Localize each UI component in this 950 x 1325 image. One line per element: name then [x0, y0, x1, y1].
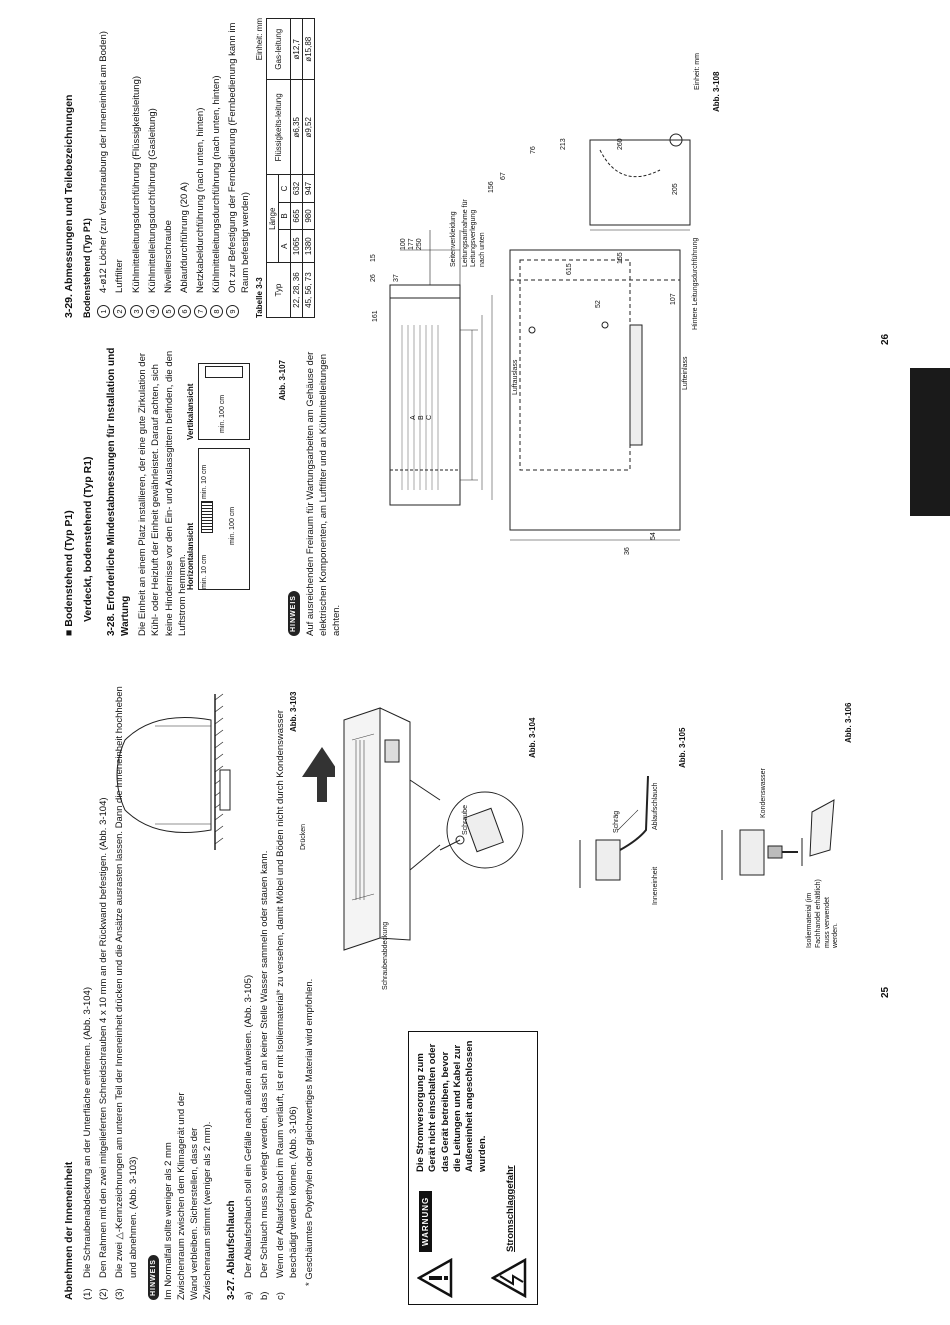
- label-dim-67: 67: [500, 172, 507, 180]
- vertical-view-box: [198, 363, 250, 440]
- electric-hazard-icon: [491, 1258, 527, 1298]
- label-slope: Schräg: [613, 810, 620, 833]
- list-item: 7 Netzkabeldurchführung (nach unten, hinten): [194, 18, 207, 318]
- space-hinweis: [286, 336, 343, 636]
- table-row: 22, 28, 36 1065 665 632 ø6,35 ø12,7: [291, 19, 303, 318]
- warning-box: [408, 1031, 538, 1305]
- horizontal-view-label: Horizontalansicht: [186, 522, 195, 590]
- label-dim-A: A: [410, 415, 417, 420]
- label-insulation: Isoliermaterial (im Fachhandel erhältlich) muss verwendet werden.: [806, 879, 840, 948]
- list-item: 4 Kühlmittelleitungsdurchführung (Gasleitung): [146, 18, 159, 318]
- chapter-tab: [910, 368, 950, 516]
- list-item: 9 Ort zur Befestigung der Fernbedienung (Fernbedienung kann im Raum befestigt werden): [226, 18, 252, 318]
- min-100-horizontal: min. 100 cm: [229, 506, 236, 545]
- heading-r1: Verdeckt, bodenstehend (Typ R1): [82, 456, 95, 622]
- list-item: c) Wenn der Ablaufschlauch im Raum verläuft, ist er mit Isoliermaterial* zu versehen, damit Möbel und Böden nicht durch Kondenswasser beschädigt werden können. (Abb. 3-106): [275, 710, 300, 1300]
- space-hinweis-text: Auf ausreichenden Freiraum für Wartungsarbeiten am Gehäuse der elektrischen Komponenten, am Luftfilter und an Kühlmittelleitungen achten.: [304, 351, 342, 636]
- label-screw: Schraube: [462, 805, 469, 835]
- hinweis-badge: HINWEIS: [288, 591, 300, 636]
- label-dim-213: 213: [560, 138, 567, 150]
- figure-3-104: [330, 700, 530, 980]
- label-dim-107: 107: [670, 293, 677, 305]
- caption-3-103: Abb. 3-103: [289, 691, 298, 732]
- label-dim-161: 161: [372, 310, 379, 322]
- parts-list: [97, 18, 252, 318]
- label-dim-54a: 54: [650, 532, 657, 540]
- list-item: 6 Ablaufdurchführung (20 A): [178, 18, 191, 318]
- space-text: Die Einheit an einem Platz installieren, der eine gute Zirkulation der Kühl- oder Heizluft der Einheit gewährleistet. Darauf achten, sich keine Hindernisse vor den Ein- und Auslassgittern befinden, die den Luftstrom hemmen.: [137, 350, 188, 636]
- list-item: 8 Kühlmittelleitungsdurchführung (nach unten, hinten): [210, 18, 223, 318]
- table-row: 45, 56, 73 1380 980 947 ø9,52 ø15,88: [303, 19, 315, 318]
- warning-text: Die Stromversorgung zum Gerät nicht einschalten oder das Gerät betreiben, bevor die Leitungen und Kabel zur Außeneinheit angeschlossen wurden.: [415, 1040, 488, 1172]
- list-item: b) Der Schlauch muss so verlegt werden, dass sich an keiner Stelle Wasser sammeln oder stauen kann.: [259, 850, 271, 1300]
- list-item: (3) Die zwei △-Kennzeichnungen am unteren Teil der Inneneinheit drücken und die Ansätze ausrasten lassen. Dann die Inneneinheit hochheben und abnehmen. (Abb. 3-103): [114, 686, 139, 1300]
- unit-top-view: [201, 501, 213, 533]
- list-item: 3 Kühlmittelleitungsdurchführung (Flüssigkeitsleitung): [130, 18, 143, 318]
- page-number-right: 26: [880, 333, 891, 345]
- min-100-vertical: min. 100 cm: [219, 394, 226, 433]
- list-item: (2) Den Rahmen mit den zwei mitgelieferten Schneidschrauben 4 x 10 mm an der Rückwand befestigen. (Abb. 3-104): [98, 797, 110, 1300]
- caption-3-105: Abb. 3-105: [678, 727, 687, 768]
- label-dim-615: 615: [566, 263, 573, 275]
- warning-triangle-icon: [417, 1258, 453, 1298]
- table-unit: Einheit: mm: [255, 18, 264, 61]
- label-air-outlet: Luftauslass: [512, 359, 519, 395]
- dims-section: [62, 18, 262, 318]
- label-air-inlet: Lufteinlass: [682, 356, 689, 390]
- caption-3-107: Abb. 3-107: [278, 360, 287, 401]
- label-dim-155: 155: [617, 252, 624, 264]
- list-item: 1 4-ø12 Löcher (zur Verschraubung der Inneneinheit am Boden): [97, 18, 110, 318]
- dims-subtitle: Bodenstehend (Typ P1): [82, 218, 93, 318]
- min-10-left: min. 10 cm: [201, 554, 208, 589]
- label-push: Drücken: [300, 823, 307, 850]
- remove-title: Abnehmen der Inneneinheit: [63, 1161, 75, 1300]
- label-drain-hose: Ablaufschlauch: [652, 782, 659, 830]
- list-item: (1) Die Schraubenabdeckung an der Unterfläche entfernen. (Abb. 3-104): [82, 987, 94, 1300]
- list-item: 5 Nivellierschraube: [162, 18, 175, 318]
- label-dim-250: 250: [416, 238, 423, 250]
- warning-box-wrap: [408, 1031, 538, 1305]
- label-dim-36: 36: [624, 547, 631, 555]
- page-number-left: 25: [880, 986, 891, 998]
- dimension-table: [266, 18, 315, 318]
- hinweis-text: Im Normalfall sollte weniger als 2 mm Zwischenraum zwischen dem Klimagerät und der Wand verbleiben. Sicherstellen, dass der Zwischenraum stimmt (weniger als 2 mm).: [163, 1092, 214, 1300]
- space-title: 3-28. Erforderliche Mindestabmessungen für Installation und Wartung: [106, 347, 131, 636]
- table-title: Tabelle 3-3: [255, 277, 264, 318]
- label-condensate: Kondenswasser: [760, 768, 767, 818]
- label-pipe-mount: Leitungsaufnahme für Leitungsverlegung nach unten: [462, 199, 486, 267]
- figure-3-108: [360, 130, 710, 570]
- list-item: a) Der Ablaufschlauch soll ein Gefälle nach außen aufweisen. (Abb. 3-105): [243, 974, 255, 1300]
- table-3-3: [255, 18, 315, 318]
- hazard-text: Stromschlaggefahr: [505, 1165, 516, 1252]
- caption-3-108: Abb. 3-108: [712, 71, 721, 112]
- warning-tag: WARNUNG: [419, 1191, 432, 1252]
- drain-footnote: * Geschäumtes Polyethylen oder gleichwertiges Material wird empfohlen.: [304, 978, 316, 1286]
- vertical-view-label: Vertikalansicht: [186, 383, 195, 440]
- label-dim-37: 37: [393, 274, 400, 282]
- figure-3-107: [186, 360, 294, 590]
- table-row: A B C: [279, 19, 291, 318]
- caption-3-106: Abb. 3-106: [844, 702, 853, 743]
- label-dim-26: 26: [370, 274, 377, 282]
- label-dim-76: 76: [530, 146, 537, 154]
- min-10-right: min. 10 cm: [201, 464, 208, 499]
- label-indoor-unit: Inneneinheit: [652, 866, 659, 905]
- table-row: Typ Länge Flüssigkeits-leitung Gas-leitung: [267, 19, 279, 318]
- label-dim-52: 52: [595, 300, 602, 308]
- label-dim-15: 15: [370, 254, 377, 262]
- label-unit-mm: Einheit: mm: [694, 53, 701, 90]
- figure-3-103: [95, 690, 335, 860]
- label-dim-205: 205: [672, 183, 679, 195]
- figure-3-105: [578, 770, 688, 900]
- heading-p1: Bodenstehend (Typ P1): [63, 510, 75, 627]
- hinweis-badge: HINWEIS: [148, 1255, 159, 1300]
- unit-side-view: [205, 366, 243, 378]
- label-dim-B: B: [418, 415, 425, 420]
- horizontal-view-box: [198, 448, 250, 590]
- dims-title: 3-29. Abmessungen und Teilebezeichnungen: [63, 94, 75, 318]
- square-bullet: ■: [63, 629, 75, 636]
- label-screw-cover: Schraubenabdeckung: [382, 921, 389, 990]
- label-rear-pipe: Hintere Leitungsdurchführung: [692, 237, 699, 330]
- drain-title: 3-27. Ablaufschlauch: [225, 1200, 237, 1300]
- list-item: 2 Luftfilter: [113, 18, 126, 318]
- label-dim-260: 260: [617, 138, 624, 150]
- label-dim-100: 100: [400, 238, 407, 250]
- label-dim-C: C: [426, 414, 433, 420]
- label-side-panel: Seitenverkleidung: [450, 211, 457, 267]
- label-dim-177: 177: [408, 238, 415, 250]
- label-dim-156: 156: [488, 181, 495, 193]
- caption-3-104: Abb. 3-104: [528, 717, 537, 758]
